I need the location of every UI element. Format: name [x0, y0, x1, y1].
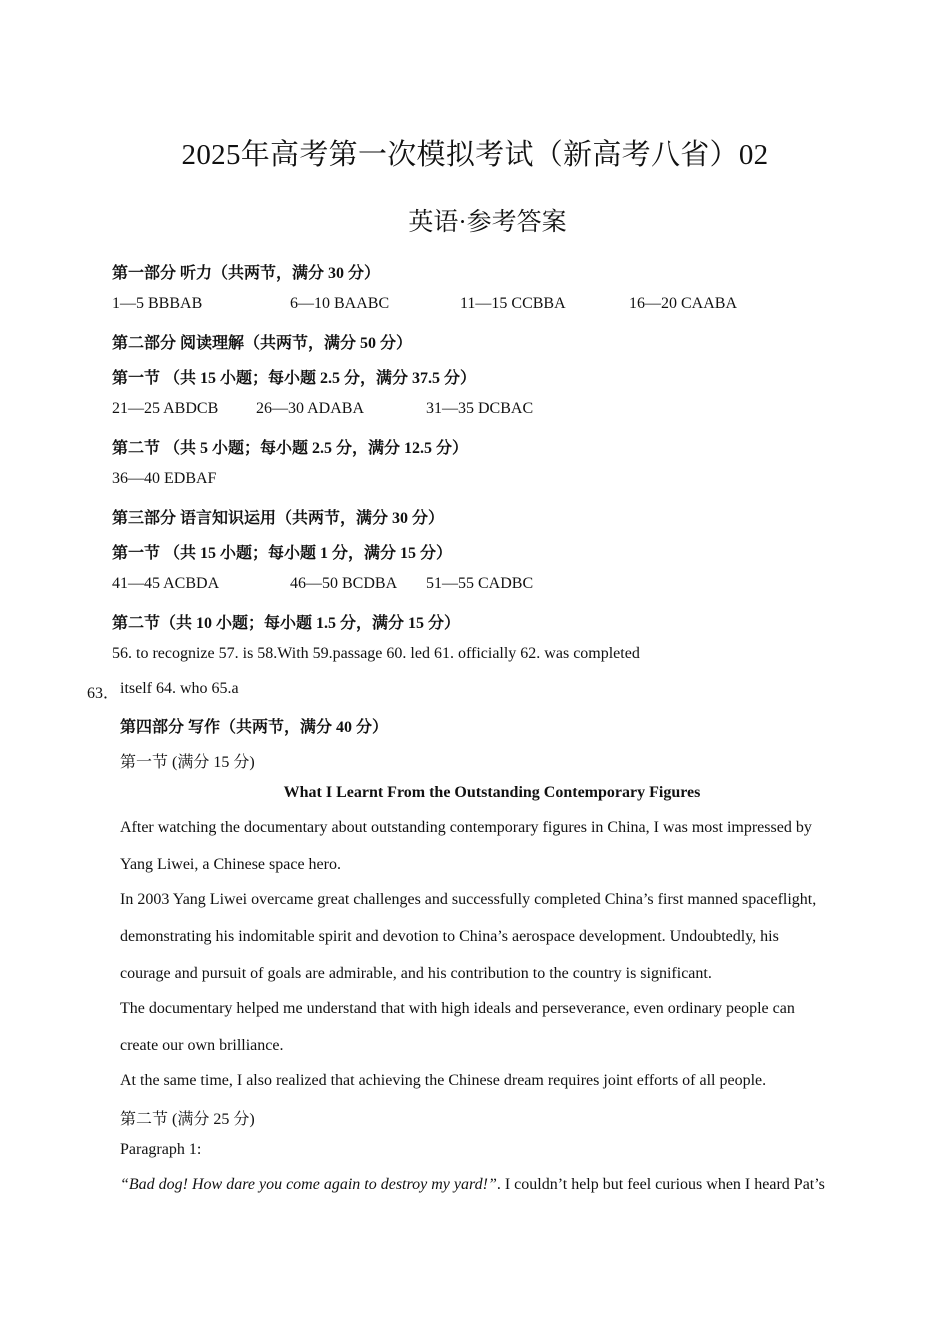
document-title: 2025年高考第一次模拟考试（新高考八省）02 [181, 139, 769, 171]
part3-section2-line2: itself 64. who 65.a [120, 680, 239, 697]
essay-line: demonstrating his indomitable spirit and devotion to China’s aerospace development. Undoubtedly, his [120, 928, 779, 945]
part3-section1-heading: 第一节 （共 15 小题；每小题 1 分，满分 15 分） [112, 545, 453, 562]
part2-heading: 第二部分 阅读理解（共两节，满分 50 分） [112, 335, 413, 352]
part4-heading: 第四部分 写作（共两节，满分 40 分） [120, 719, 389, 736]
part3-section2-line1: 56. to recognize 57. is 58.With 59.passage 60. led 61. officially 62. was completed [112, 645, 640, 662]
part3-section2-line2-number: 63． [87, 685, 120, 702]
answer-group: 41—45 ACBDA [112, 575, 220, 592]
answer-group: 46—50 BCDBA [290, 575, 398, 592]
continuation-text: . I couldn’t help but feel curious when I heard Pat’s [496, 1176, 825, 1193]
answer-group: 51—55 CADBC [426, 575, 534, 592]
dog-quote: “Bad dog! How dare you come again to destroy my yard!” [120, 1176, 497, 1193]
part4-section1-heading: 第一节 (满分 15 分) [120, 754, 255, 771]
essay-line: create our own brilliance. [120, 1037, 284, 1054]
essay-line: Yang Liwei, a Chinese space hero. [120, 856, 341, 873]
part2-section1-heading: 第一节 （共 15 小题；每小题 2.5 分，满分 37.5 分） [112, 370, 477, 387]
part1-heading: 第一部分 听力（共两节，满分 30 分） [112, 265, 381, 282]
essay-line: courage and pursuit of goals are admirable, and his contribution to the country is significant. [120, 965, 712, 982]
part3-section2-heading: 第二节（共 10 小题；每小题 1.5 分，满分 15 分） [112, 615, 461, 632]
document-subtitle: 英语·参考答案 [408, 209, 567, 236]
answer-group: 31—35 DCBAC [426, 400, 534, 417]
answer-group: 16—20 CAABA [629, 295, 738, 312]
part3-heading: 第三部分 语言知识运用（共两节，满分 30 分） [112, 510, 445, 527]
answer-group: 11—15 CCBBA [460, 295, 566, 312]
answer-group: 6—10 BAABC [290, 295, 390, 312]
essay-line: At the same time, I also realized that achieving the Chinese dream requires joint efforts of all people. [120, 1072, 767, 1089]
part2-section2-heading: 第二节 （共 5 小题；每小题 2.5 分，满分 12.5 分） [112, 440, 469, 457]
part2-section2-answers: 36—40 EDBAF [112, 470, 217, 487]
essay-line: The documentary helped me understand that with high ideals and perseverance, even ordinary people can [120, 1000, 795, 1017]
paragraph-label: Paragraph 1: [120, 1141, 202, 1158]
continuation-line [120, 1176, 825, 1194]
essay-line: After watching the documentary about outstanding contemporary figures in China, I was most impressed by [120, 819, 812, 836]
answer-group: 1—5 BBBAB [112, 295, 203, 312]
answer-group: 26—30 ADABA [256, 400, 365, 417]
essay-title: What I Learnt From the Outstanding Contemporary Figures [283, 784, 701, 801]
part4-section2-heading: 第二节 (满分 25 分) [120, 1111, 255, 1128]
essay-line: In 2003 Yang Liwei overcame great challenges and successfully completed China’s first manned spaceflight, [120, 891, 817, 908]
answer-group: 21—25 ABDCB [112, 400, 219, 417]
